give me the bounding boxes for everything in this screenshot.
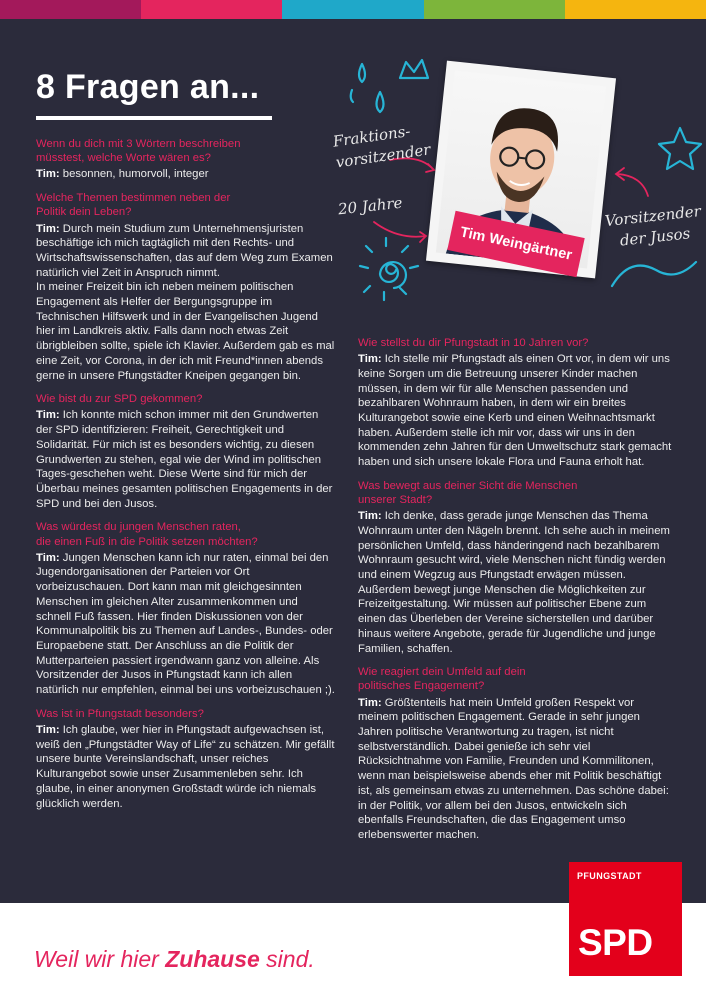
arrow-icon	[426, 164, 434, 172]
doodle-drop-icon	[359, 64, 365, 82]
answer	[358, 696, 674, 843]
answer-text: Ich glaube, wer hier in Pfungstadt aufgewachsen ist, weiß den „Pfungstädter Way of Life“ zu schätzen. Mir gefällt unsere bunte Vereinslandschaft, unser reiches Kulturangebot sowie unser Zusammenleben sehr. Ich glaube, in einer anonymen Großstadt würde ich niemals glücklich werden.	[36, 724, 335, 810]
answer	[36, 408, 336, 511]
qa-block	[36, 520, 336, 697]
speaker-label: Tim:	[36, 551, 60, 564]
page-title: 8 Fragen an...	[36, 68, 260, 106]
answer	[358, 352, 674, 470]
question: Wie bist du zur SPD gekommen?	[36, 393, 203, 406]
answer-text: Jungen Menschen kann ich nur raten, einmal bei den Jugendorganisationen der Parteien vor Ort vorbeizuschauen. Dort kann man mit gleichgesinnten Menschen im gleichen Alter zusammenkommen und schnell Fuß fassen. Hier finden Diskussionen von der Kommunalpolitik bis zu Themen auf Landes-, Bundes- oder Europaebene statt. Der Anschluss an die Politik der Mutterparteien passiert irgendwann ganz von alleine. Als Vorsitzender der Jusos in Pfungstadt kann ich allen natürlich nur empfehlen, einmal bei uns vorbeizuschauen ;).	[36, 551, 335, 697]
doodle-rays-icon	[360, 238, 418, 300]
question: Was ist in Pfungstadt besonders?	[36, 707, 204, 720]
speaker-label: Tim:	[36, 409, 60, 422]
answer-text: Durch mein Studium zum Unternehmensjuristen beschäftige ich mich tagtäglich mit den Rechts- und Wirtschaftswissenschaften, das auf dem Weg zum Examen natürlich viel Zeit in Anspruch nimmt. In meiner Freizeit bin ich neben meinem politischen Engagement als Helfer der Bergungsgruppe im Technischen Hilfswerk und in der Evangelischen Jugend hier im Landkreis aktiv. Falls dann noch etwas Zeit übrigbleiben sollte, spiele ich Klavier. Außerdem gab es mal eine Zeit, vor Corona, in der ich mit Freund*innen abends gerne in unsere Pfungstädter Kneipen gegangen bin.	[36, 222, 335, 382]
doodle-crown-icon	[400, 60, 428, 78]
qa-block	[358, 665, 674, 842]
answer	[36, 551, 336, 698]
question: Wenn du dich mit 3 Wörtern beschreiben müsstest, welche Worte wären es?	[36, 138, 241, 165]
question: Wie stellst du dir Pfungstadt in 10 Jahren vor?	[358, 337, 589, 349]
qa-block	[358, 479, 674, 656]
speaker-label: Tim:	[36, 168, 60, 181]
qa-block	[358, 336, 674, 470]
doodle-spiral-icon	[380, 262, 406, 288]
speaker-label: Tim:	[36, 724, 60, 737]
slogan-part: sind.	[259, 946, 315, 972]
question: Was bewegt aus deiner Sicht die Menschen unserer Stadt?	[358, 479, 578, 507]
question: Wie reagiert dein Umfeld auf dein politisches Engagement?	[358, 666, 526, 693]
spd-logo-box	[569, 862, 682, 976]
doodle-drop-icon	[351, 90, 353, 102]
speaker-label: Tim:	[36, 222, 60, 235]
qa-block	[36, 392, 336, 511]
answer-text: Ich denke, dass gerade junge Menschen das Thema Wohnraum unter den Nägeln brennt. Ich sehe auch in meinem persönlichen Umfeld, dass händeringend nach bezahlbarem Wohnraum gesucht wird, viele Menschen nicht fündig werden und einem Wegzug aus Pfungstadt erwägen müssen. Außerdem bewegt junge Menschen die Möglichkeiten zur Freizeitgestaltung. Wir müssen auf politischer Ebene zum einen das Überleben der Vereine sicherstellen und darüber hinaus weitere Angebote, gerade für Jugendliche und junge Familien, schaffen.	[358, 510, 670, 655]
slogan-strong: Zuhause	[165, 946, 260, 972]
slogan-part: Weil wir hier	[34, 946, 166, 972]
doodle-wave-icon	[612, 262, 696, 286]
name-ribbon: Tim Weingärtner	[447, 211, 584, 278]
answer	[358, 509, 674, 656]
answer-text: Ich stelle mir Pfungstadt als einen Ort vor, in dem wir uns keine Sorgen um die Betreuung unserer Kinder machen müssen, in dem wir für alle Menschen passenden und bezahlbaren Wohnraum haben, in dem wir ein breites Kulturangebot sowie eine Kerb und einen Weihnachtsmarkt haben. Außerdem stelle ich mir vor, dass wir uns in den kommenden zehn Jahren für den Umweltschutz stark gemacht haben und sich unsere lokale Flora und Fauna erholt hat.	[358, 353, 672, 469]
note-age: 20 Jahre	[337, 193, 404, 219]
arrow-icon	[374, 222, 426, 237]
answer-text: Größtenteils hat mein Umfeld großen Respekt vor meinem politischen Engagement. Gerade in sehr jungen Jahren politische Verantwortung zu tragen, ist nicht selbstverständlich. Dabei genieße ich sehr viel Rücksichtnahme von Familie, Freunden und Kommilitonen, wenn man beispielsweise abends eher mit Politik beschäftigt ist, als gemeinsam etwas zu unternehmen. Das schöne dabei: in der Politik, vor allem bei den Jusos, entwickeln sich ebenfalls Freundschaften, die das Engagement umso erlebenswerter machen.	[358, 696, 669, 841]
qa-block	[36, 707, 336, 811]
footer-slogan	[34, 946, 315, 973]
doodle-star-icon	[659, 128, 701, 169]
speaker-label: Tim:	[358, 696, 382, 709]
answer-text: Ich konnte mich schon immer mit den Grundwerten der SPD identifizieren: Freiheit, Gerechtigkeit und Solidarität. Für mich ist es besonders wichtig, zu diesen Grundwerten zu stehen, egal wie der Wind im politischen Tages-geschehen weht. Diese Werte sind für mich der Überbau meines gesamten politischen Engagements in der SPD und bei den Jusos.	[36, 409, 333, 510]
arrow-icon	[618, 174, 648, 196]
speaker-label: Tim:	[358, 510, 382, 523]
question: Was würdest du jungen Menschen raten, die einen Fuß in die Politik setzen möchten?	[36, 521, 258, 548]
right-column	[358, 336, 674, 852]
answer-text: besonnen, humorvoll, integer	[59, 168, 209, 181]
note-role-right: Vorsitzender der Jusos	[604, 202, 702, 250]
note-role-left: Fraktions- vorsitzender	[331, 122, 432, 172]
speaker-label: Tim:	[358, 353, 382, 366]
spd-logo: SPD	[578, 922, 653, 963]
question: Welche Themen bestimmen neben der Politik dein Leben?	[36, 192, 231, 219]
spd-place-label: PFUNGSTADT	[577, 871, 642, 881]
doodle-drop-icon	[377, 92, 384, 112]
answer	[36, 723, 336, 811]
